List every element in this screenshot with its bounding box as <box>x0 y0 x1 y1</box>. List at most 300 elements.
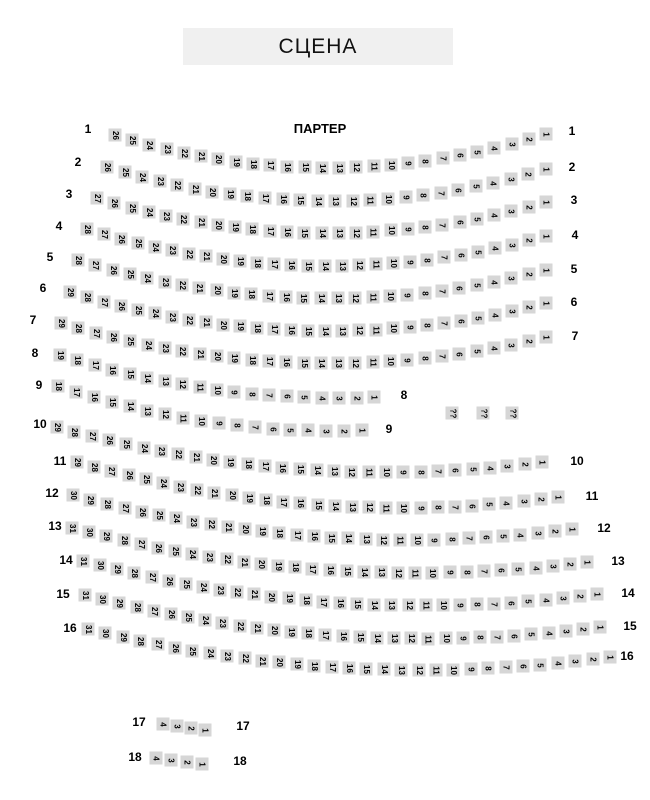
seat[interactable] <box>165 608 178 621</box>
seat[interactable] <box>229 221 242 234</box>
seat[interactable] <box>176 345 189 358</box>
seat[interactable] <box>81 223 94 236</box>
seat[interactable] <box>159 375 172 388</box>
seat[interactable] <box>397 502 410 515</box>
seat[interactable] <box>132 237 145 250</box>
seat[interactable] <box>505 339 518 352</box>
seat[interactable] <box>88 461 101 474</box>
seat[interactable] <box>454 149 467 162</box>
seat[interactable] <box>52 380 65 393</box>
seat[interactable] <box>171 720 184 733</box>
seat[interactable] <box>514 529 527 542</box>
seat[interactable] <box>71 354 84 367</box>
seat-unknown[interactable] <box>477 407 490 420</box>
seat[interactable] <box>478 565 491 578</box>
seat[interactable] <box>421 254 434 267</box>
seat[interactable] <box>488 342 501 355</box>
seat[interactable] <box>532 527 545 540</box>
seat[interactable] <box>302 627 315 640</box>
seat[interactable] <box>540 128 553 141</box>
seat[interactable] <box>467 463 480 476</box>
seat[interactable] <box>336 325 349 338</box>
seat[interactable] <box>426 567 439 580</box>
seat[interactable] <box>217 319 230 332</box>
seat[interactable] <box>136 506 149 519</box>
seat[interactable] <box>228 386 241 399</box>
seat[interactable] <box>264 159 277 172</box>
seat[interactable] <box>449 464 462 477</box>
seat[interactable] <box>394 534 407 547</box>
seat[interactable] <box>367 291 380 304</box>
seat[interactable] <box>54 349 67 362</box>
seat[interactable] <box>540 331 553 344</box>
seat[interactable] <box>334 597 347 610</box>
seat[interactable] <box>105 465 118 478</box>
seat[interactable] <box>536 456 549 469</box>
seat[interactable] <box>316 162 329 175</box>
seat[interactable] <box>505 597 518 610</box>
seat[interactable] <box>404 256 417 269</box>
seat[interactable] <box>291 529 304 542</box>
seat[interactable] <box>142 339 155 352</box>
seat[interactable] <box>440 632 453 645</box>
seat[interactable] <box>326 661 339 674</box>
seat[interactable] <box>213 417 226 430</box>
seat[interactable] <box>234 320 247 333</box>
seat[interactable] <box>200 250 213 263</box>
seat[interactable] <box>395 664 408 677</box>
seat[interactable] <box>239 652 252 665</box>
seat[interactable] <box>419 287 432 300</box>
seat[interactable] <box>166 311 179 324</box>
seat[interactable] <box>482 662 495 675</box>
seat[interactable] <box>194 381 207 394</box>
seat[interactable] <box>422 633 435 646</box>
seat[interactable] <box>285 324 298 337</box>
seat[interactable] <box>312 195 325 208</box>
seat[interactable] <box>228 352 241 365</box>
seat[interactable] <box>186 548 199 561</box>
seat[interactable] <box>113 597 126 610</box>
seat[interactable] <box>387 257 400 270</box>
seat[interactable] <box>446 533 459 546</box>
seat[interactable] <box>166 244 179 257</box>
seat[interactable] <box>251 622 264 635</box>
seat[interactable] <box>103 434 116 447</box>
seat[interactable] <box>415 466 428 479</box>
seat[interactable] <box>488 142 501 155</box>
seat[interactable] <box>155 445 168 458</box>
seat[interactable] <box>157 718 170 731</box>
seat[interactable] <box>552 491 565 504</box>
seat[interactable] <box>332 292 345 305</box>
seat[interactable] <box>333 162 346 175</box>
seat[interactable] <box>205 518 218 531</box>
seat[interactable] <box>245 288 258 301</box>
seat[interactable] <box>66 522 79 535</box>
seat[interactable] <box>277 496 290 509</box>
seat[interactable] <box>238 556 251 569</box>
seat[interactable] <box>207 454 220 467</box>
seat[interactable] <box>506 305 519 318</box>
seat[interactable] <box>264 225 277 238</box>
seat[interactable] <box>191 484 204 497</box>
seat[interactable] <box>186 645 199 658</box>
seat[interactable] <box>324 564 337 577</box>
seat[interactable] <box>182 611 195 624</box>
seat[interactable] <box>273 656 286 669</box>
seat[interactable] <box>465 663 478 676</box>
seat[interactable] <box>181 756 194 769</box>
seat[interactable] <box>523 133 536 146</box>
seat[interactable] <box>480 531 493 544</box>
seat[interactable] <box>140 473 153 486</box>
seat[interactable] <box>199 724 212 737</box>
seat[interactable] <box>203 551 216 564</box>
seat[interactable] <box>214 584 227 597</box>
seat[interactable] <box>273 527 286 540</box>
seat[interactable] <box>409 567 422 580</box>
seat[interactable] <box>115 300 128 313</box>
seat[interactable] <box>484 462 497 475</box>
seat[interactable] <box>180 578 193 591</box>
seat[interactable] <box>517 660 530 673</box>
seat[interactable] <box>560 625 573 638</box>
seat[interactable] <box>183 314 196 327</box>
seat[interactable] <box>404 321 417 334</box>
seat[interactable] <box>281 390 294 403</box>
seat[interactable] <box>259 192 272 205</box>
seat[interactable] <box>193 282 206 295</box>
seat[interactable] <box>170 512 183 525</box>
seat[interactable] <box>98 228 111 241</box>
seat[interactable] <box>302 325 315 338</box>
seat[interactable] <box>149 307 162 320</box>
seat[interactable] <box>360 533 373 546</box>
seat[interactable] <box>190 451 203 464</box>
seat[interactable] <box>119 502 132 515</box>
seat[interactable] <box>159 276 172 289</box>
seat[interactable] <box>385 599 398 612</box>
seat[interactable] <box>70 386 83 399</box>
seat[interactable] <box>488 598 501 611</box>
seat[interactable] <box>136 171 149 184</box>
seat[interactable] <box>413 664 426 677</box>
seat[interactable] <box>447 664 460 677</box>
seat[interactable] <box>364 194 377 207</box>
seat[interactable] <box>385 224 398 237</box>
seat[interactable] <box>94 559 107 572</box>
seat[interactable] <box>281 161 294 174</box>
seat[interactable] <box>569 655 582 668</box>
seat[interactable] <box>217 253 230 266</box>
seat[interactable] <box>436 219 449 232</box>
seat[interactable] <box>231 586 244 599</box>
seat[interactable] <box>99 627 112 640</box>
seat[interactable] <box>411 534 424 547</box>
seat[interactable] <box>285 626 298 639</box>
seat[interactable] <box>241 190 254 203</box>
seat[interactable] <box>280 356 293 369</box>
seat[interactable] <box>345 466 358 479</box>
seat[interactable] <box>159 342 172 355</box>
seat[interactable] <box>153 509 166 522</box>
seat[interactable] <box>285 259 298 272</box>
seat[interactable] <box>165 754 178 767</box>
seat[interactable] <box>497 530 510 543</box>
seat[interactable] <box>89 359 102 372</box>
seat[interactable] <box>281 226 294 239</box>
seat[interactable] <box>574 590 587 603</box>
seat[interactable] <box>384 290 397 303</box>
seat[interactable] <box>117 631 130 644</box>
seat[interactable] <box>518 495 531 508</box>
seat[interactable] <box>77 555 90 568</box>
seat[interactable] <box>134 635 147 648</box>
seat[interactable] <box>255 558 268 571</box>
seat[interactable] <box>388 632 401 645</box>
seat[interactable] <box>101 161 114 174</box>
seat[interactable] <box>319 325 332 338</box>
seat[interactable] <box>380 502 393 515</box>
seat[interactable] <box>358 566 371 579</box>
seat[interactable] <box>172 448 185 461</box>
seat[interactable] <box>308 530 321 543</box>
seat[interactable] <box>430 664 443 677</box>
seat[interactable] <box>488 209 501 222</box>
seat[interactable] <box>280 291 293 304</box>
seat[interactable] <box>284 424 297 437</box>
seat[interactable] <box>508 630 521 643</box>
seat[interactable] <box>552 657 565 670</box>
seat[interactable] <box>505 272 518 285</box>
seat[interactable] <box>535 493 548 506</box>
seat[interactable] <box>382 193 395 206</box>
seat[interactable] <box>107 264 120 277</box>
seat[interactable] <box>471 279 484 292</box>
seat[interactable] <box>353 324 366 337</box>
seat[interactable] <box>169 642 182 655</box>
seat[interactable] <box>195 415 208 428</box>
seat[interactable] <box>368 391 381 404</box>
seat[interactable] <box>276 462 289 475</box>
seat[interactable] <box>196 758 209 771</box>
seat[interactable] <box>378 663 391 676</box>
seat[interactable] <box>316 227 329 240</box>
seat[interactable] <box>230 156 243 169</box>
seat[interactable] <box>471 345 484 358</box>
seat[interactable] <box>163 575 176 588</box>
seat[interactable] <box>505 205 518 218</box>
seat[interactable] <box>302 260 315 273</box>
seat[interactable] <box>126 202 139 215</box>
seat[interactable] <box>176 279 189 292</box>
seat[interactable] <box>256 655 269 668</box>
seat[interactable] <box>195 150 208 163</box>
seat[interactable] <box>294 194 307 207</box>
seat[interactable] <box>472 312 485 325</box>
seat[interactable] <box>566 523 579 536</box>
seat[interactable] <box>251 257 264 270</box>
seat[interactable] <box>246 354 259 367</box>
seat[interactable] <box>471 213 484 226</box>
seat[interactable] <box>96 593 109 606</box>
seat[interactable] <box>452 184 465 197</box>
seat[interactable] <box>160 210 173 223</box>
seat[interactable] <box>419 221 432 234</box>
seat[interactable] <box>178 147 191 160</box>
seat[interactable] <box>101 498 114 511</box>
seat[interactable] <box>239 523 252 536</box>
seat[interactable] <box>206 186 219 199</box>
seat[interactable] <box>487 177 500 190</box>
seat[interactable] <box>489 242 502 255</box>
seat[interactable] <box>540 196 553 209</box>
seat[interactable] <box>72 322 85 335</box>
seat[interactable] <box>118 534 131 547</box>
seat[interactable] <box>333 392 346 405</box>
seat[interactable] <box>540 297 553 310</box>
seat[interactable] <box>115 233 128 246</box>
seat[interactable] <box>525 628 538 641</box>
seat[interactable] <box>176 378 189 391</box>
seat[interactable] <box>187 516 200 529</box>
seat[interactable] <box>51 421 64 434</box>
seat[interactable] <box>437 599 450 612</box>
seat[interactable] <box>302 424 315 437</box>
seat[interactable] <box>380 466 393 479</box>
seat[interactable] <box>491 631 504 644</box>
seat[interactable] <box>234 620 247 633</box>
seat[interactable] <box>540 594 553 607</box>
seat[interactable] <box>226 489 239 502</box>
seat[interactable] <box>120 438 133 451</box>
seat[interactable] <box>200 316 213 329</box>
seat[interactable] <box>594 621 607 634</box>
seat[interactable] <box>387 322 400 335</box>
seat[interactable] <box>228 287 241 300</box>
seat[interactable] <box>68 426 81 439</box>
seat[interactable] <box>432 465 445 478</box>
seat[interactable] <box>438 251 451 264</box>
seat[interactable] <box>415 502 428 515</box>
seat[interactable] <box>315 292 328 305</box>
seat[interactable] <box>294 497 307 510</box>
seat[interactable] <box>432 501 445 514</box>
seat[interactable] <box>333 227 346 240</box>
seat[interactable] <box>265 591 278 604</box>
seat[interactable] <box>368 160 381 173</box>
seat[interactable] <box>141 405 154 418</box>
seat[interactable] <box>350 227 363 240</box>
seat[interactable] <box>367 356 380 369</box>
seat[interactable] <box>353 259 366 272</box>
seat[interactable] <box>267 423 280 436</box>
seat[interactable] <box>471 146 484 159</box>
seat[interactable] <box>308 660 321 673</box>
seat[interactable] <box>221 650 234 663</box>
seat[interactable] <box>495 564 508 577</box>
seat[interactable] <box>461 566 474 579</box>
seat[interactable] <box>349 292 362 305</box>
seat[interactable] <box>420 599 433 612</box>
seat[interactable] <box>298 227 311 240</box>
seat[interactable] <box>523 201 536 214</box>
seat[interactable] <box>294 463 307 476</box>
seat[interactable] <box>283 592 296 605</box>
seat[interactable] <box>577 623 590 636</box>
seat[interactable] <box>547 560 560 573</box>
seat[interactable] <box>522 168 535 181</box>
seat[interactable] <box>402 223 415 236</box>
seat[interactable] <box>298 391 311 404</box>
seat[interactable] <box>159 408 172 421</box>
seat[interactable] <box>146 571 159 584</box>
seat[interactable] <box>100 530 113 543</box>
seat[interactable] <box>371 632 384 645</box>
seat[interactable] <box>152 542 165 555</box>
seat[interactable] <box>108 197 121 210</box>
seat[interactable] <box>455 249 468 262</box>
seat[interactable] <box>463 532 476 545</box>
seat[interactable] <box>177 213 190 226</box>
seat[interactable] <box>171 179 184 192</box>
seat[interactable] <box>135 538 148 551</box>
seat[interactable] <box>300 594 313 607</box>
seat[interactable] <box>194 348 207 361</box>
seat[interactable] <box>141 272 154 285</box>
seat[interactable] <box>523 335 536 348</box>
seat[interactable] <box>453 348 466 361</box>
seat[interactable] <box>211 384 224 397</box>
seat[interactable] <box>263 389 276 402</box>
seat[interactable] <box>347 195 360 208</box>
seat[interactable] <box>320 425 333 438</box>
seat[interactable] <box>392 567 405 580</box>
seat[interactable] <box>224 456 237 469</box>
seat[interactable] <box>71 456 84 469</box>
seat[interactable] <box>397 466 410 479</box>
seat[interactable] <box>291 658 304 671</box>
seat[interactable] <box>247 158 260 171</box>
seat[interactable] <box>417 189 430 202</box>
seat[interactable] <box>367 226 380 239</box>
seat[interactable] <box>185 722 198 735</box>
seat[interactable] <box>523 234 536 247</box>
seat[interactable] <box>259 460 272 473</box>
seat-unknown[interactable] <box>506 407 519 420</box>
seat[interactable] <box>79 589 92 602</box>
seat[interactable] <box>363 466 376 479</box>
seat[interactable] <box>506 239 519 252</box>
seat[interactable] <box>346 501 359 514</box>
seat[interactable] <box>356 424 369 437</box>
seat[interactable] <box>343 662 356 675</box>
seat[interactable] <box>131 601 144 614</box>
seat[interactable] <box>338 425 351 438</box>
seat[interactable] <box>84 494 97 507</box>
seat[interactable] <box>249 421 262 434</box>
seat[interactable] <box>312 499 325 512</box>
seat[interactable] <box>64 286 77 299</box>
seat[interactable] <box>360 663 373 676</box>
seat[interactable] <box>604 651 617 664</box>
seat[interactable] <box>148 605 161 618</box>
seat[interactable] <box>246 223 259 236</box>
seat[interactable] <box>189 183 202 196</box>
seat[interactable] <box>540 264 553 277</box>
seat[interactable] <box>435 187 448 200</box>
